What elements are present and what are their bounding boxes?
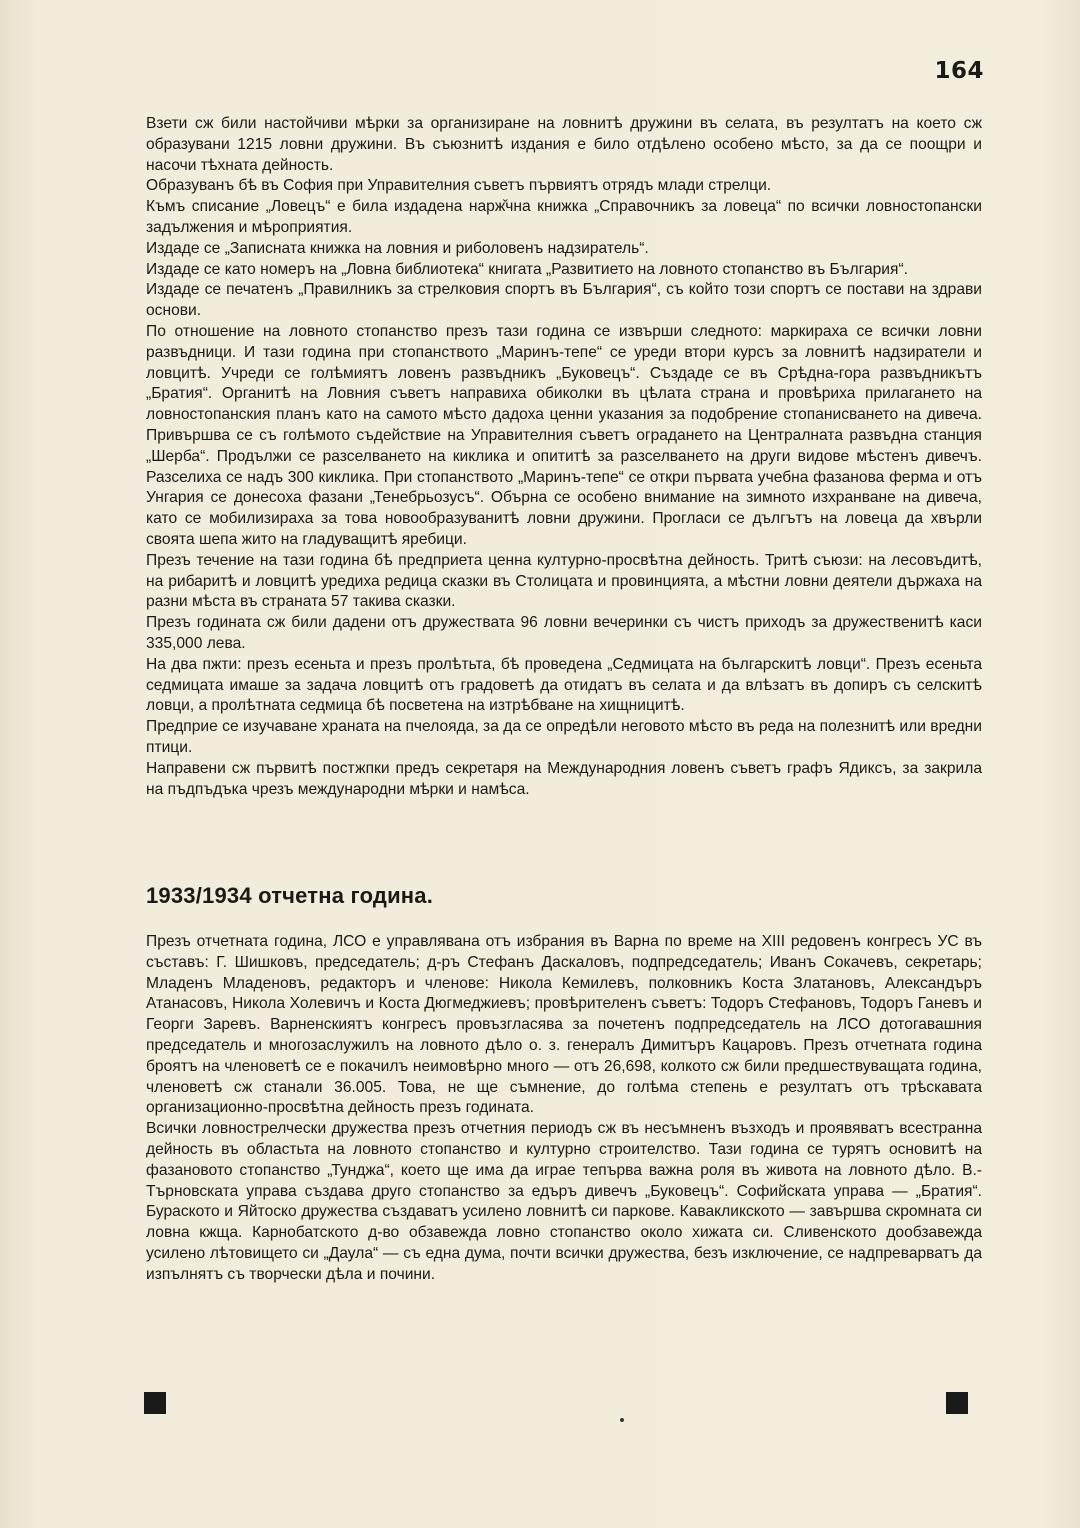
paragraph: Къмъ списание „Ловецъ“ е била издадена нарж̌чна книжка „Справочникъ за ловеца“ по всички ловностопански задължения и мѣроприятия. xyxy=(146,198,982,236)
section-1934-text xyxy=(146,932,982,1286)
paragraph: На два пжти: презъ есеньта и презъ пролѣтьта, бѣ проведена „Седмицата на българскитѣ ловци“. Презъ есеньта седмицата имаше за задача ловцитѣ отъ градоветѣ да отидатъ въ селата и да влѣзатъ въ допиръ съ селскитѣ ловци, а пролѣтната седмица бѣ посветена на изтрѣбване на хищницитѣ. xyxy=(146,655,982,715)
page-number: 164 xyxy=(934,58,984,84)
paragraph: Всички ловнострелчески дружества презъ отчетния периодъ сж въ несъмненъ възходъ и проявяватъ всестранна дейность въ областьта на ловното стопанство и културно строителство. Тази година се турятъ основитѣ на фазановото стопанство „Тунджа“, което ще има да играе тепърва важна роля въ живота на ловното дѣло. В.-Търновската управа създава друго стопанство за едъръ дивечъ „Буковецъ“. Софийската управа — „Братия“. Бураското и Яйтоско дружества създаватъ усилено ловнитѣ си паркове. Кавакликското — завършва скромната си ловна кжща. Карнобатското д-во обзавежда ловно стопанство около хижата си. Сливенското дообзавежда усилено лѣтовището си „Даула“ — съ една дума, почти всички дружества, безъ изключение, се надпреварватъ да изпълнятъ съ творчески дѣла и почини. xyxy=(146,1120,982,1283)
paragraph: Направени сж първитѣ постжпки предъ секретаря на Международния ловенъ съветъ графъ Ядиксъ, за закрила на пъдпъдъка чрезъ международни мѣрки и намѣса. xyxy=(146,759,982,798)
paragraph: По отношение на ловното стопанство презъ тази година се извърши следното: маркираха се всички ловни развъдници. И тази година при стопанството „Маринъ-тепе“ се уреди втори курсъ за ловнитѣ надзиратели и ловцитѣ. Учреди се голѣмиятъ ловенъ развъдникъ „Буковецъ“. Създаде се въ Срѣдна-гора развъдникътъ „Братия“. Органитѣ на Ловния съветъ направиха обиколки въ цѣлата страна и провѣриха прилагането на ловностопанския планъ като на самото мѣсто дадоха ценни указания за подобрение стопанисването на дивеча. Привършва се съ голѣмото съдействие на Управителния съветъ оградането на Централната развъдна станция „Шерба“. Продължи се разселването на киклика и опититѣ за разселването на други видове мѣстенъ дивечъ. Разселиха се надъ 300 киклика. При стопанството „Маринъ-тепе“ се откри първата учебна фазанова ферма и отъ Унгария се донесоха фазани „Тенебрьозусъ“. Обърна се особено внимание на зимното изхранване на дивеча, като се мобилизираха за това новообразуванитѣ ловни дружини. Прогласи се дългътъ на ловеца да хвърли своята шепа жито на гладуващитѣ яребици. xyxy=(146,322,982,548)
paragraph: Предприе се изучаване храната на пчелояда, за да се опредѣли неговото мѣсто въ реда на полезнитѣ или вредни птици. xyxy=(146,718,982,756)
print-dot xyxy=(620,1418,624,1422)
section-1933-text xyxy=(146,114,982,800)
paragraph: Издаде се печатенъ „Правилникъ за стрелковия спортъ въ България“, съ който този спортъ се постави на здрави основи. xyxy=(146,281,982,320)
paragraph: Издаде се „Записната книжка на ловния и риболовенъ надзиратель“. xyxy=(146,239,649,257)
paragraph: Презъ отчетната година, ЛСО е управлявана отъ избрания въ Варна по време на XIII редовенъ конгресъ УС въ съставъ: Г. Шишковъ, председатель; д-ръ Стефанъ Даскаловъ, подпредседатель; Иванъ Сокачевъ, секретарь; Младенъ Младеновъ, редакторъ и членове: Никола Кемилевъ, полковникъ Коста Златановъ, Александъръ Атанасовъ, Никола Холевичъ и Коста Дюгмеджиевъ; провѣрителенъ съветъ: Тодоръ Стефановъ, Тодоръ Ганевъ и Георги Заревъ. Варненскиятъ конгресъ провъзгласява за почетенъ подпредседатель на ЛСО дотогавашния председатель и многозаслужилъ на ловното дѣло о. з. генералъ Димитъръ Кацаровъ. Презъ отчетната година броятъ на членоветѣ се е покачилъ неимовѣрно много — отъ 26,698, колкото сж били предшествуващата година, членоветѣ сж станали 36.005. Това, не ще съмнение, до голѣма степень е резултатъ отъ трѣскавата организационно-просвѣтна дейность презъ годината. xyxy=(146,933,982,1117)
print-marker-right xyxy=(946,1392,968,1414)
paragraph: Презъ течение на тази година бѣ предприета ценна културно-просвѣтна дейность. Тритѣ съюзи: на лесовъдитѣ, на рибаритѣ и ловцитѣ уредиха редица сказки въ Столицата и провинцията, а мѣстни ловни деятели държаха на разни мѣста въ страната 57 такива сказки. xyxy=(146,551,982,611)
paragraph: Образуванъ бѣ въ София при Управителния съветъ първиятъ отрядъ млади стрелци. xyxy=(146,177,772,195)
print-marker-left xyxy=(144,1392,166,1414)
paragraph: Издаде се като номеръ на „Ловна библиотека“ книгата „Развитието на ловното стопанство въ България“. xyxy=(146,260,908,278)
paragraph: Презъ годината сж били дадени отъ дружествата 96 ловни вечеринки съ чистъ приходъ за дружественитѣ каси 335,000 лева. xyxy=(146,614,982,652)
paragraph: Взети сж били настойчиви мѣрки за организиране на ловнитѣ дружини въ селата, въ резултатъ на което сж образувани 1215 ловни дружини. Въ съюзнитѣ издания е било отдѣлено особено мѣсто, за да се поощри и насочи тѣхната дейность. xyxy=(146,115,982,174)
section-heading: 1933/1934 отчетна година. xyxy=(146,883,434,908)
